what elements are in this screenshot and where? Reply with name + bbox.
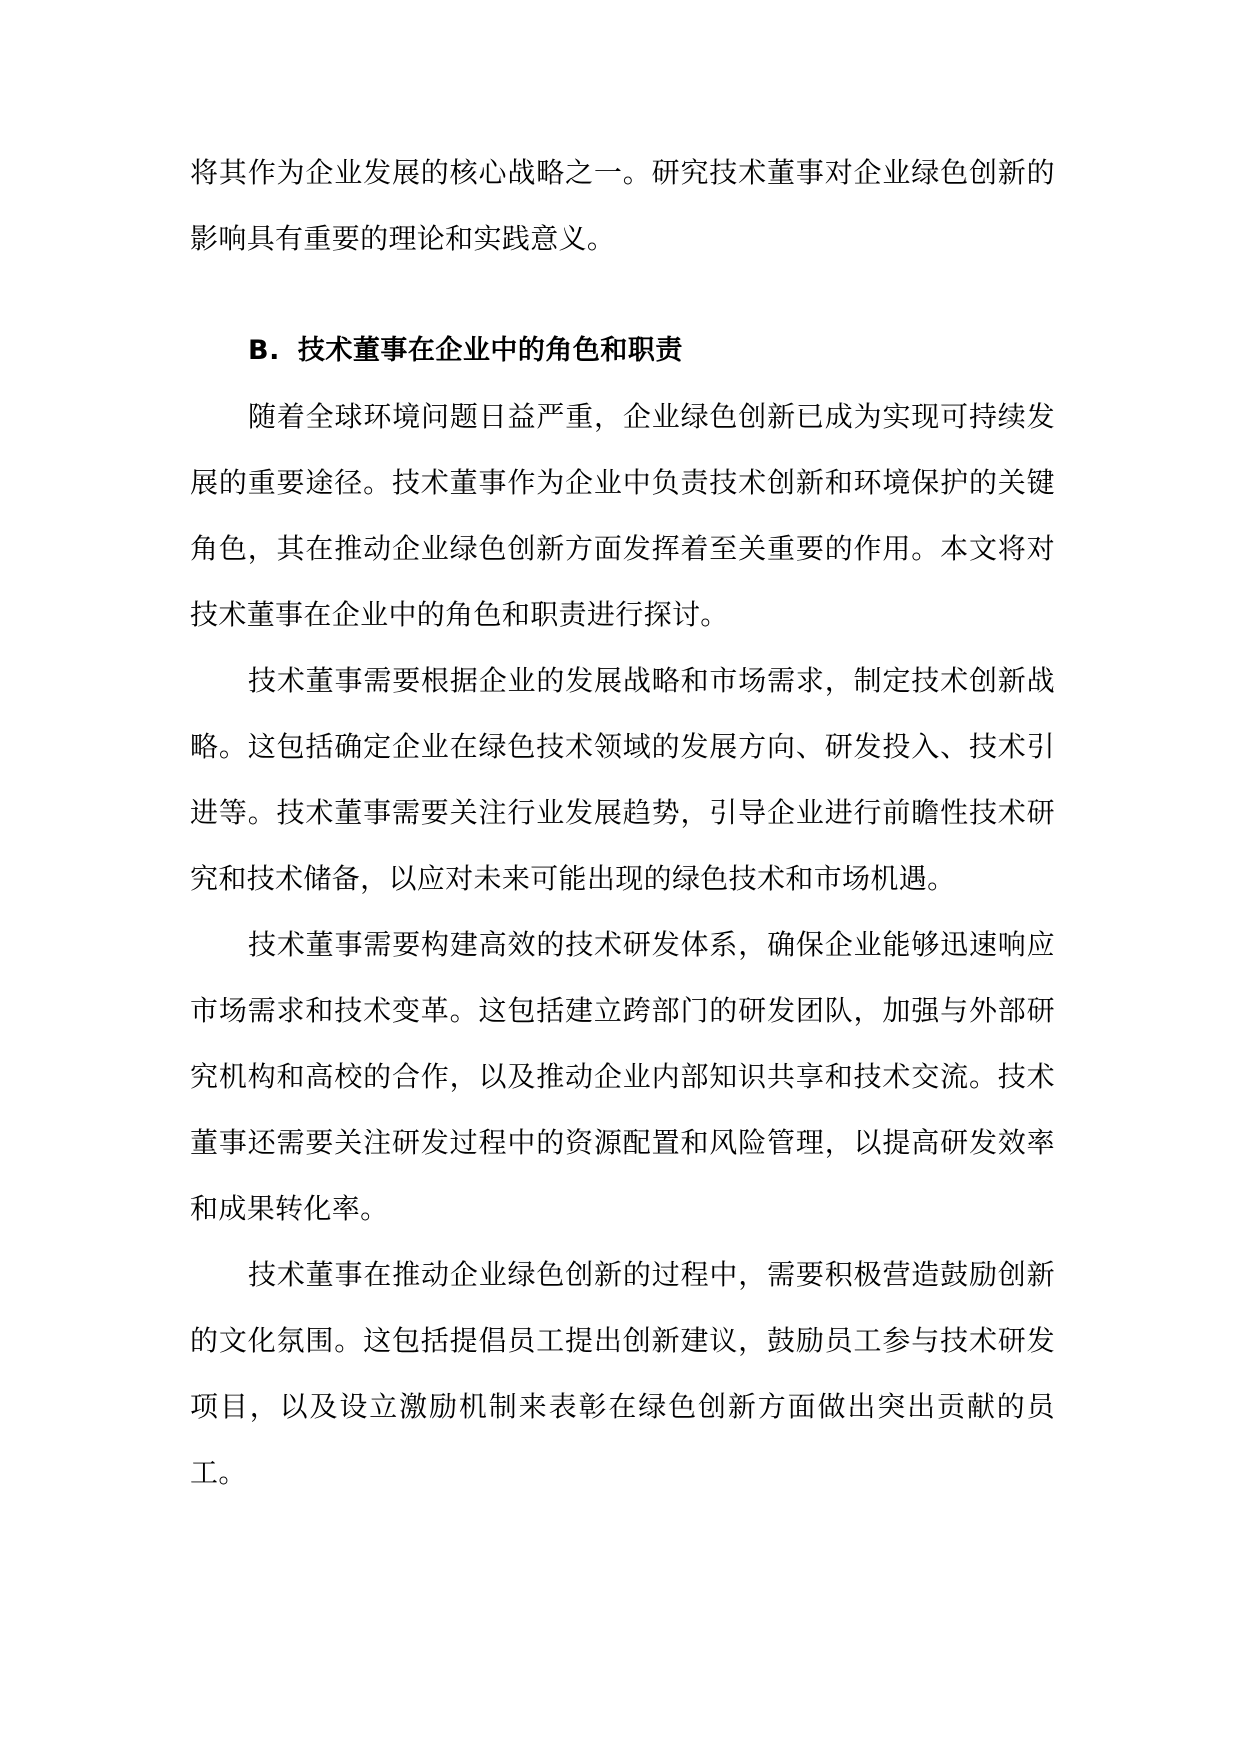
intro-paragraph: 将其作为企业发展的核心战略之一。研究技术董事对企业绿色创新的影响具有重要的理论和实践意义。: [190, 156, 1055, 255]
body-paragraph-4: 技术董事在推动企业绿色创新的过程中，需要积极营造鼓励创新的文化氛围。这包括提倡员工提出创新建议，鼓励员工参与技术研发项目，以及设立激励机制来表彰在绿色创新方面做出突出贡献的员工。: [190, 1258, 1055, 1489]
section-heading: [190, 318, 1055, 384]
body-paragraph-2: 技术董事需要根据企业的发展战略和市场需求，制定技术创新战略。这包括确定企业在绿色技术领域的发展方向、研发投入、技术引进等。技术董事需要关注行业发展趋势，引导企业进行前瞻性技术研究和技术储备，以应对未来可能出现的绿色技术和市场机遇。: [190, 664, 1055, 895]
section-title: 技术董事在企业中的角色和职责: [297, 335, 683, 366]
body-paragraph-1: 随着全球环境问题日益严重，企业绿色创新已成为实现可持续发展的重要途径。技术董事作为企业中负责技术创新和环境保护的关键角色，其在推动企业绿色创新方面发挥着至关重要的作用。本文将对技术董事在企业中的角色和职责进行探讨。: [190, 400, 1055, 631]
section-number: B.: [248, 335, 280, 366]
body-paragraph-3: 技术董事需要构建高效的技术研发体系，确保企业能够迅速响应市场需求和技术变革。这包括建立跨部门的研发团队，加强与外部研究机构和高校的合作，以及推动企业内部知识共享和技术交流。技术董事还需要关注研发过程中的资源配置和风险管理，以提高研发效率和成果转化率。: [190, 928, 1055, 1225]
paragraph-spacer: [190, 272, 1055, 318]
document-body: [190, 140, 1055, 1506]
